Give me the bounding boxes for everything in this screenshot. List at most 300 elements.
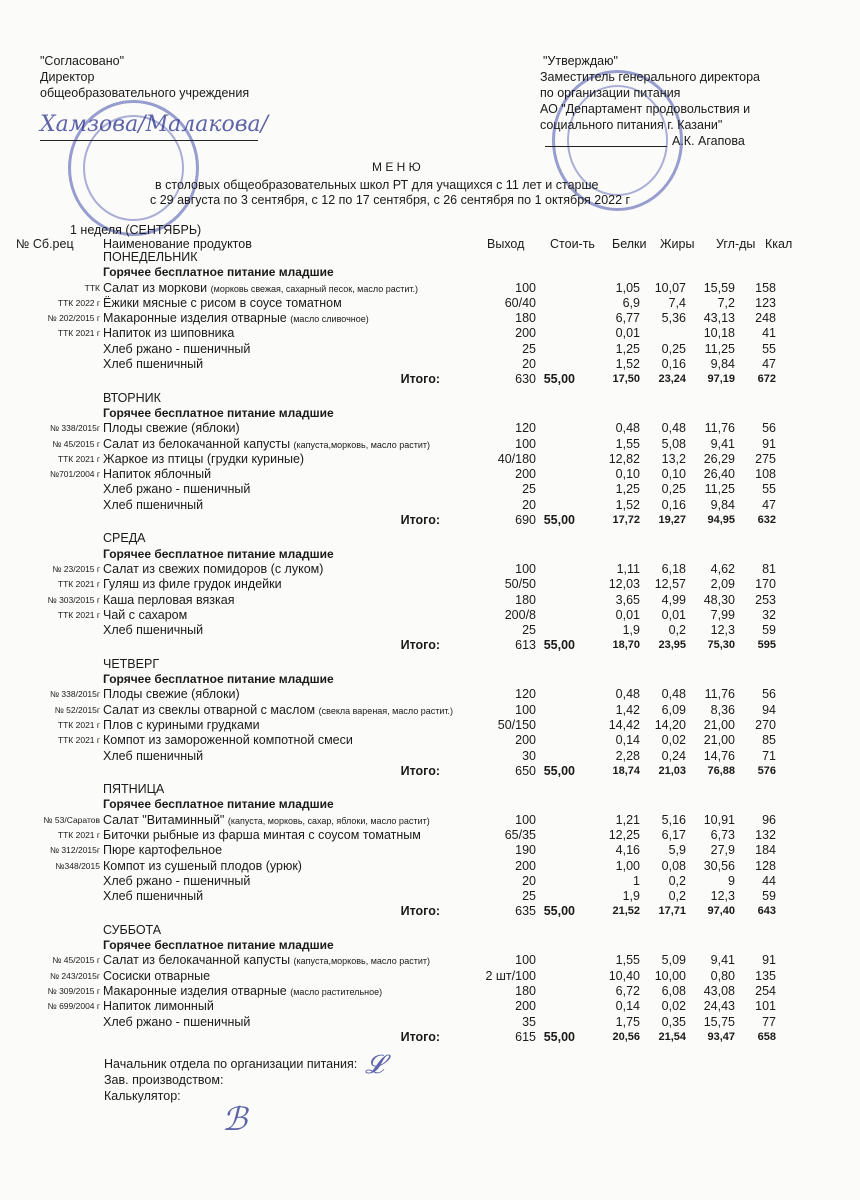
recipe-code: № 338/2015г [49, 689, 100, 700]
portion-out: 200 [515, 467, 536, 482]
table-row [0, 326, 860, 341]
fat: 6,18 [661, 561, 686, 576]
dish-ingredients: (масло растительное) [290, 986, 383, 997]
dish-name [103, 1015, 250, 1031]
total-cost: 55,00 [543, 513, 575, 528]
carbs: 9,41 [710, 953, 735, 968]
day-title: ПЯТНИЦА [103, 782, 165, 797]
table-row [0, 498, 860, 513]
total-protein: 17,72 [612, 514, 640, 527]
portion-out: 100 [515, 561, 536, 576]
recipe-code: №348/2015 [55, 860, 100, 871]
carbs: 0,80 [710, 968, 735, 983]
recipe-code: № 312/2015г [49, 845, 100, 856]
total-kcal: 576 [757, 764, 776, 777]
total-carbs: 97,19 [707, 373, 735, 386]
protein: 0,48 [615, 687, 640, 702]
table-row [0, 296, 860, 311]
dish-name [103, 969, 210, 985]
table-row [0, 623, 860, 638]
kcal: 32 [762, 607, 776, 622]
day-title: СУББОТА [103, 922, 162, 937]
recipe-code: № 45/2015 г [52, 955, 100, 966]
kcal: 248 [755, 311, 776, 326]
dish-title: Хлеб пшеничный [103, 357, 204, 372]
meal-type: Горячее бесплатное питание младшие [103, 938, 334, 953]
protein: 0,14 [615, 733, 640, 748]
dish-title: Гуляш из филе грудок индейки [103, 577, 282, 592]
dish-name [103, 813, 430, 829]
dish-name [103, 593, 234, 609]
kcal: 253 [755, 592, 776, 607]
carbs: 11,76 [704, 687, 735, 702]
total-out: 650 [515, 763, 536, 778]
recipe-code: № 45/2015 г [52, 438, 100, 449]
day-title: ВТОРНИК [103, 390, 161, 405]
kcal: 108 [755, 467, 776, 482]
table-row [0, 843, 860, 858]
total-protein: 18,70 [612, 639, 640, 652]
portion-out: 20 [522, 497, 536, 512]
table-row [0, 593, 860, 608]
kcal: 71 [762, 748, 776, 763]
carbs: 15,59 [703, 280, 735, 295]
total-label: Итого: [400, 372, 440, 387]
portion-out: 180 [515, 592, 536, 607]
recipe-code: № 23/2015 г [52, 563, 100, 574]
table-row [0, 608, 860, 623]
director-label: Директор [40, 70, 95, 84]
table-row [0, 859, 860, 874]
dish-name [103, 687, 240, 703]
portion-out: 40/180 [497, 451, 536, 466]
header-cost: Стои-ть [550, 237, 595, 251]
protein: 1,52 [615, 497, 640, 512]
kcal: 101 [755, 999, 776, 1014]
table-row [0, 718, 860, 733]
kcal: 254 [755, 983, 776, 998]
meal-type: Горячее бесплатное питание младшие [103, 797, 334, 812]
dish-title: Пюре картофельное [103, 843, 223, 858]
portion-out: 25 [522, 623, 536, 638]
protein: 0,01 [615, 326, 640, 341]
kcal: 135 [755, 968, 776, 983]
protein: 1,25 [615, 482, 640, 497]
meal-type-row [0, 406, 860, 421]
dish-name [103, 889, 203, 905]
dish-name [103, 828, 421, 844]
recipe-code: № 303/2015 г [47, 594, 100, 605]
protein: 1,9 [622, 623, 640, 638]
protein: 1,52 [615, 357, 640, 372]
carbs: 43,08 [703, 983, 735, 998]
table-row [0, 342, 860, 357]
week-label: 1 неделя (СЕНТЯБРЬ) [70, 223, 202, 237]
protein: 0,48 [615, 421, 640, 436]
carbs: 10,91 [703, 812, 735, 827]
total-row [0, 764, 860, 779]
day-title-row [0, 531, 860, 546]
carbs: 48,30 [703, 592, 735, 607]
dish-title: Напиток лимонный [103, 999, 214, 1014]
total-cost: 55,00 [543, 763, 575, 778]
dish-name [103, 342, 250, 358]
dish-title: Компот из замороженной компотной смеси [103, 733, 353, 748]
dish-title: Каша перловая вязкая [103, 592, 235, 607]
portion-out: 20 [522, 357, 536, 372]
dish-title: Сосиски отварные [103, 968, 211, 983]
dish-name [103, 623, 203, 639]
recipe-code: №701/2004 г [49, 469, 100, 480]
footer-production-label: Зав. производством: [104, 1073, 224, 1087]
document-title: М Е Н Ю [372, 160, 421, 174]
recipe-code: ТТК 2021 г [57, 609, 100, 620]
carbs: 30,56 [703, 858, 735, 873]
protein: 0,14 [615, 999, 640, 1014]
total-carbs: 97,40 [707, 905, 735, 918]
recipe-code: № 338/2015г [49, 423, 100, 434]
fat: 0,01 [661, 607, 686, 622]
kcal: 55 [762, 341, 776, 356]
portion-out: 25 [522, 482, 536, 497]
recipe-code: ТТК 2021 г [57, 328, 100, 339]
carbs: 27,9 [710, 843, 735, 858]
protein: 6,9 [622, 295, 640, 310]
protein: 2,28 [615, 748, 640, 763]
portion-out: 200 [515, 999, 536, 1014]
fat: 14,20 [654, 717, 686, 732]
portion-out: 200 [515, 858, 536, 873]
kcal: 81 [762, 561, 776, 576]
total-out: 635 [515, 904, 536, 919]
portion-out: 190 [515, 843, 536, 858]
dish-name [103, 498, 203, 514]
total-out: 690 [515, 513, 536, 528]
table-row [0, 467, 860, 482]
approver-title: Заместитель генерального директора [540, 70, 761, 84]
dish-name [103, 562, 323, 578]
total-cost: 55,00 [543, 638, 575, 653]
fat: 6,08 [661, 983, 686, 998]
day-title-row [0, 250, 860, 265]
carbs: 7,99 [710, 607, 735, 622]
recipe-code: ТТК 2021 г [57, 829, 100, 840]
dish-name [103, 326, 234, 342]
carbs: 10,18 [703, 326, 735, 341]
dish-title: Плов с куриными грудками [103, 717, 260, 732]
recipe-code: ТТК 2022 г [57, 297, 100, 308]
carbs: 9,84 [710, 497, 735, 512]
dish-ingredients: (капуста, морковь, сахар, яблоки, масло растит) [227, 815, 430, 826]
total-fat: 17,71 [658, 905, 686, 918]
fat: 0,25 [661, 341, 686, 356]
total-out: 630 [515, 372, 536, 387]
portion-out: 120 [515, 421, 536, 436]
document-period: с 29 августа по 3 сентября, с 12 по 17 сентября, с 26 сентября по 1 октября 2022 г [150, 193, 631, 207]
protein: 0,10 [615, 467, 640, 482]
total-label: Итого: [400, 513, 440, 528]
meal-type-row [0, 797, 860, 812]
recipe-code: № 53/Саратов [43, 814, 100, 825]
carbs: 8,36 [710, 702, 735, 717]
total-kcal: 672 [757, 373, 776, 386]
total-kcal: 595 [757, 639, 776, 652]
carbs: 21,00 [703, 717, 735, 732]
meal-type: Горячее бесплатное питание младшие [103, 265, 334, 280]
protein: 1,75 [615, 1014, 640, 1029]
kcal: 158 [755, 280, 776, 295]
fat: 6,17 [661, 827, 686, 842]
total-label: Итого: [400, 763, 440, 778]
carbs: 21,00 [703, 733, 735, 748]
fat: 0,02 [661, 733, 686, 748]
kcal: 94 [762, 702, 776, 717]
table-row [0, 828, 860, 843]
portion-out: 200/8 [504, 607, 536, 622]
kcal: 91 [762, 436, 776, 451]
table-row [0, 357, 860, 372]
approver-org: АО "Департамент продовольствия и [540, 102, 751, 116]
dish-name [103, 482, 250, 498]
total-row [0, 904, 860, 919]
total-kcal: 643 [757, 905, 776, 918]
kcal: 56 [762, 687, 776, 702]
dish-ingredients: (морковь свежая, сахарный песок, масло растит.) [210, 283, 418, 294]
day-title-row [0, 657, 860, 672]
portion-out: 100 [515, 280, 536, 295]
protein: 1,21 [615, 812, 640, 827]
carbs: 11,76 [704, 421, 735, 436]
header-fat: Жиры [660, 237, 695, 251]
total-out: 613 [515, 638, 536, 653]
total-label: Итого: [400, 904, 440, 919]
portion-out: 100 [515, 953, 536, 968]
protein: 1,9 [622, 889, 640, 904]
menu-table [0, 250, 860, 1048]
fat: 0,08 [661, 858, 686, 873]
meal-type: Горячее бесплатное питание младшие [103, 672, 334, 687]
recipe-code: ТТК [84, 282, 100, 293]
carbs: 2,09 [710, 577, 735, 592]
total-carbs: 76,88 [707, 764, 735, 777]
carbs: 6,73 [710, 827, 735, 842]
total-kcal: 632 [757, 514, 776, 527]
carbs: 9,41 [710, 436, 735, 451]
dish-name [103, 984, 382, 1000]
table-row [0, 437, 860, 452]
approver-title-2: по организации питания [540, 86, 681, 100]
table-row [0, 1015, 860, 1030]
kcal: 123 [755, 295, 776, 310]
dish-name [103, 859, 302, 875]
dish-title: Напиток яблочный [103, 467, 212, 482]
meal-type-row [0, 672, 860, 687]
institution-label: общеобразовательного учреждения [40, 86, 250, 100]
fat: 0,48 [661, 687, 686, 702]
table-row [0, 984, 860, 999]
carbs: 26,29 [703, 451, 735, 466]
document-subtitle: в столовых общеобразовательных школ РТ для учащихся с 11 лет и старше [155, 178, 599, 192]
portion-out: 60/40 [504, 295, 536, 310]
fat: 12,57 [654, 577, 686, 592]
agreed-label: "Согласовано" [40, 54, 125, 68]
day-section [0, 657, 860, 782]
table-row [0, 889, 860, 904]
dish-name [103, 577, 282, 593]
carbs: 14,76 [703, 748, 735, 763]
protein: 1,55 [615, 953, 640, 968]
portion-out: 100 [515, 702, 536, 717]
recipe-code: № 243/2015г [49, 970, 100, 981]
dish-name [103, 703, 453, 719]
dish-title: Хлеб ржано - пшеничный [103, 873, 251, 888]
protein: 10,40 [608, 968, 640, 983]
total-protein: 17,50 [612, 373, 640, 386]
portion-out: 65/35 [504, 827, 536, 842]
calculator-signature-mark: ℬ [222, 1100, 248, 1138]
portion-out: 35 [522, 1014, 536, 1029]
fat: 5,08 [661, 436, 686, 451]
director-signature: Хамзова/Малакова/ [40, 112, 269, 137]
portion-out: 25 [522, 341, 536, 356]
carbs: 12,3 [710, 623, 735, 638]
protein: 1,25 [615, 341, 640, 356]
carbs: 9 [728, 873, 735, 888]
dish-title: Жаркое из птицы (грудки куриные) [103, 451, 305, 466]
protein: 4,16 [615, 843, 640, 858]
kcal: 56 [762, 421, 776, 436]
dish-name [103, 733, 353, 749]
dish-ingredients: (масло сливочное) [290, 314, 369, 325]
day-title: СРЕДА [103, 531, 146, 546]
protein: 6,77 [615, 311, 640, 326]
kcal: 85 [762, 733, 776, 748]
day-title-row [0, 923, 860, 938]
fat: 6,09 [661, 702, 686, 717]
dish-title: Салат из свежих помидоров (с луком) [103, 561, 324, 576]
table-row [0, 749, 860, 764]
total-carbs: 94,95 [707, 514, 735, 527]
carbs: 11,25 [704, 482, 735, 497]
total-protein: 20,56 [612, 1030, 640, 1043]
dish-title: Ёжики мясные с рисом в соусе томатном [103, 295, 342, 310]
dish-title: Плоды свежие (яблоки) [103, 687, 240, 702]
dish-title: Салат из белокачанной капусты [103, 953, 291, 968]
total-label: Итого: [400, 1029, 440, 1044]
fat: 4,99 [661, 592, 686, 607]
carbs: 9,84 [710, 357, 735, 372]
kcal: 47 [762, 357, 776, 372]
portion-out: 25 [522, 889, 536, 904]
total-cost: 55,00 [543, 372, 575, 387]
kcal: 96 [762, 812, 776, 827]
total-fat: 21,03 [658, 764, 686, 777]
carbs: 43,13 [703, 311, 735, 326]
table-row [0, 281, 860, 296]
fat: 5,9 [668, 843, 686, 858]
dish-ingredients: (капуста,морковь, масло растит) [293, 956, 431, 967]
kcal: 275 [755, 451, 776, 466]
day-section [0, 531, 860, 656]
total-kcal: 658 [757, 1030, 776, 1043]
total-row [0, 638, 860, 653]
protein: 12,82 [608, 451, 640, 466]
protein: 1,05 [615, 280, 640, 295]
dish-title: Чай с сахаром [103, 607, 188, 622]
dish-title: Макаронные изделия отварные [103, 983, 287, 998]
recipe-code: ТТК 2021 г [57, 453, 100, 464]
table-row [0, 482, 860, 497]
footer-head-label: Начальник отдела по организации питания: [104, 1057, 358, 1071]
protein: 1 [633, 873, 640, 888]
portion-out: 20 [522, 873, 536, 888]
dish-name [103, 357, 203, 373]
table-row [0, 969, 860, 984]
total-carbs: 93,47 [707, 1030, 735, 1043]
total-out: 615 [515, 1029, 536, 1044]
total-row [0, 1030, 860, 1045]
fat: 13,2 [661, 451, 686, 466]
dish-name [103, 311, 369, 327]
total-row [0, 372, 860, 387]
dish-name [103, 608, 187, 624]
carbs: 12,3 [710, 889, 735, 904]
approver-name: А.К. Агапова [672, 134, 745, 148]
total-carbs: 75,30 [707, 639, 735, 652]
day-section [0, 782, 860, 923]
dish-title: Плоды свежие (яблоки) [103, 421, 240, 436]
protein: 12,03 [608, 577, 640, 592]
kcal: 55 [762, 482, 776, 497]
meal-type-row [0, 547, 860, 562]
total-cost: 55,00 [543, 904, 575, 919]
table-row [0, 733, 860, 748]
fat: 0,35 [661, 1014, 686, 1029]
recipe-code: ТТК 2021 г [57, 579, 100, 590]
protein: 1,42 [615, 702, 640, 717]
fat: 0,48 [661, 421, 686, 436]
kcal: 170 [755, 577, 776, 592]
dish-name [103, 421, 240, 437]
table-row [0, 953, 860, 968]
recipe-code: № 309/2015 г [47, 985, 100, 996]
day-title: ЧЕТВЕРГ [103, 656, 160, 671]
fat: 0,02 [661, 999, 686, 1014]
fat: 0,16 [661, 357, 686, 372]
dish-name [103, 874, 250, 890]
dish-title: Салат из свеклы отварной с маслом [103, 702, 316, 717]
dish-title: Хлеб ржано - пшеничный [103, 482, 251, 497]
table-row [0, 452, 860, 467]
dish-title: Хлеб пшеничный [103, 623, 204, 638]
portion-out: 30 [522, 748, 536, 763]
portion-out: 180 [515, 983, 536, 998]
dish-name [103, 843, 222, 859]
signature-line [40, 140, 258, 141]
approver-org-2: социального питания г. Казани" [540, 118, 723, 132]
fat: 5,09 [661, 953, 686, 968]
dish-title: Салат "Витаминный" [103, 812, 225, 827]
dish-title: Хлеб пшеничный [103, 748, 204, 763]
approved-label: "Утверждаю" [543, 54, 618, 68]
dish-title: Макаронные изделия отварные [103, 311, 287, 326]
protein: 1,00 [615, 858, 640, 873]
header-out: Выход [487, 237, 525, 251]
total-label: Итого: [400, 638, 440, 653]
dish-name [103, 452, 304, 468]
carbs: 15,75 [703, 1014, 735, 1029]
protein: 0,01 [615, 607, 640, 622]
